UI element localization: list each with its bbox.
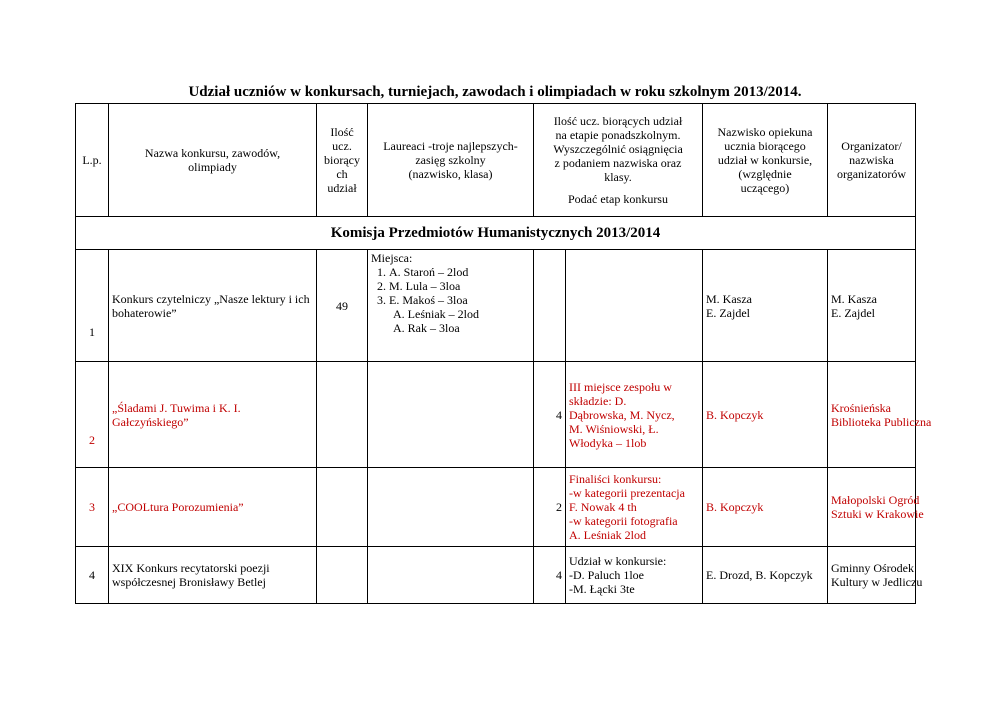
cell-name: XIX Konkurs recytatorski poezji współczesnej Bronisławy Betlej: [109, 547, 317, 604]
cell-guardian: E. Drozd, B. Kopczyk: [703, 547, 828, 604]
list-item: 1. A. Staroń – 2lod: [389, 265, 530, 279]
cell-regional: III miejsce zespołu w składzie: D. Dąbrowska, M. Nycz, M. Wiśniowski, Ł. Włodyka – 1lob: [566, 362, 703, 468]
header-guardian: Nazwisko opiekuna ucznia biorącego udział w konkursie, (względnie uczącego): [703, 104, 828, 217]
cell-count: [317, 547, 368, 604]
cell-laureates: [368, 547, 534, 604]
list-item: 3. E. Makoś – 3loa: [389, 293, 530, 307]
table-row: [76, 362, 916, 468]
cell-organizer: M. Kasza E. Zajdel: [828, 250, 916, 362]
cell-name: „Śladami J. Tuwima i K. I. Gałczyńskiego”: [109, 362, 317, 468]
cell-laureates: [368, 362, 534, 468]
section-title: Komisja Przedmiotów Humanistycznych 2013/2014: [76, 217, 916, 250]
cell-guardian: B. Kopczyk: [703, 362, 828, 468]
header-regional: Ilość ucz. biorących udział na etapie ponadszkolnym. Wyszczególnić osiągnięcia z podaniem nazwiska oraz klasy. Podać etap konkursu: [534, 104, 703, 217]
header-organizer: Organizator/ nazwiska organizatorów: [828, 104, 916, 217]
table-row: [76, 547, 916, 604]
header-regional-note: Podać etap konkursu: [568, 192, 668, 206]
section-row: [76, 217, 916, 250]
list-item: A. Rak – 3loa: [393, 321, 460, 335]
header-name: Nazwa konkursu, zawodów, olimpiady: [109, 104, 317, 217]
cell-organizer: Krośnieńska Biblioteka Publiczna: [828, 362, 916, 468]
cell-guardian: B. Kopczyk: [703, 468, 828, 547]
cell-organizer: Małopolski Ogród Sztuki w Krakowie: [828, 468, 916, 547]
competitions-table: [75, 103, 932, 604]
header-laureates: Laureaci -troje najlepszych- zasięg szkolny (nazwisko, klasa): [368, 104, 534, 217]
cell-count: 49: [317, 250, 368, 362]
cell-count: [317, 468, 368, 547]
cell-count: [317, 362, 368, 468]
header-lp: L.p.: [76, 104, 109, 217]
table-row: [76, 468, 916, 547]
table-row: [76, 250, 916, 362]
laureates-list: [371, 265, 530, 307]
cell-organizer: Gminny Ośrodek Kultury w Jedliczu: [828, 547, 916, 604]
document-title: Udział uczniów w konkursach, turniejach, zawodach i olimpiadach w roku szkolnym 2013/2014.: [188, 84, 802, 100]
cell-lp: 4: [76, 547, 109, 604]
cell-laureates: Miejsca: 1. A. Staroń – 2lod 2. M. Lula – 3loa 3. E. Makoś – 3loa A. Leśniak – 2lod A. Rak – 3loa: [368, 250, 534, 362]
cell-regional-count: 4: [534, 362, 566, 468]
list-item: 2. M. Lula – 3loa: [389, 279, 530, 293]
cell-regional-count: 2: [534, 468, 566, 547]
cell-lp: 3: [76, 468, 109, 547]
cell-regional: Udział w konkursie: -D. Paluch 1loe -M. Łącki 3te: [566, 547, 703, 604]
cell-regional: [566, 250, 703, 362]
cell-regional: Finaliści konkursu: -w kategorii prezentacja F. Nowak 4 th -w kategorii fotografia A. Leśniak 2lod: [566, 468, 703, 547]
cell-regional-count: [534, 250, 566, 362]
header-row: [76, 104, 916, 217]
cell-regional-count: 4: [534, 547, 566, 604]
cell-name: Konkurs czytelniczy „Nasze lektury i ich bohaterowie”: [109, 250, 317, 362]
cell-guardian: M. Kasza E. Zajdel: [703, 250, 828, 362]
cell-lp: 2: [76, 362, 109, 468]
cell-name: „COOLtura Porozumienia”: [109, 468, 317, 547]
list-item: A. Leśniak – 2lod: [393, 307, 479, 321]
cell-lp: 1: [76, 250, 109, 362]
cell-laureates: [368, 468, 534, 547]
header-count: Ilość ucz. biorący ch udział: [317, 104, 368, 217]
